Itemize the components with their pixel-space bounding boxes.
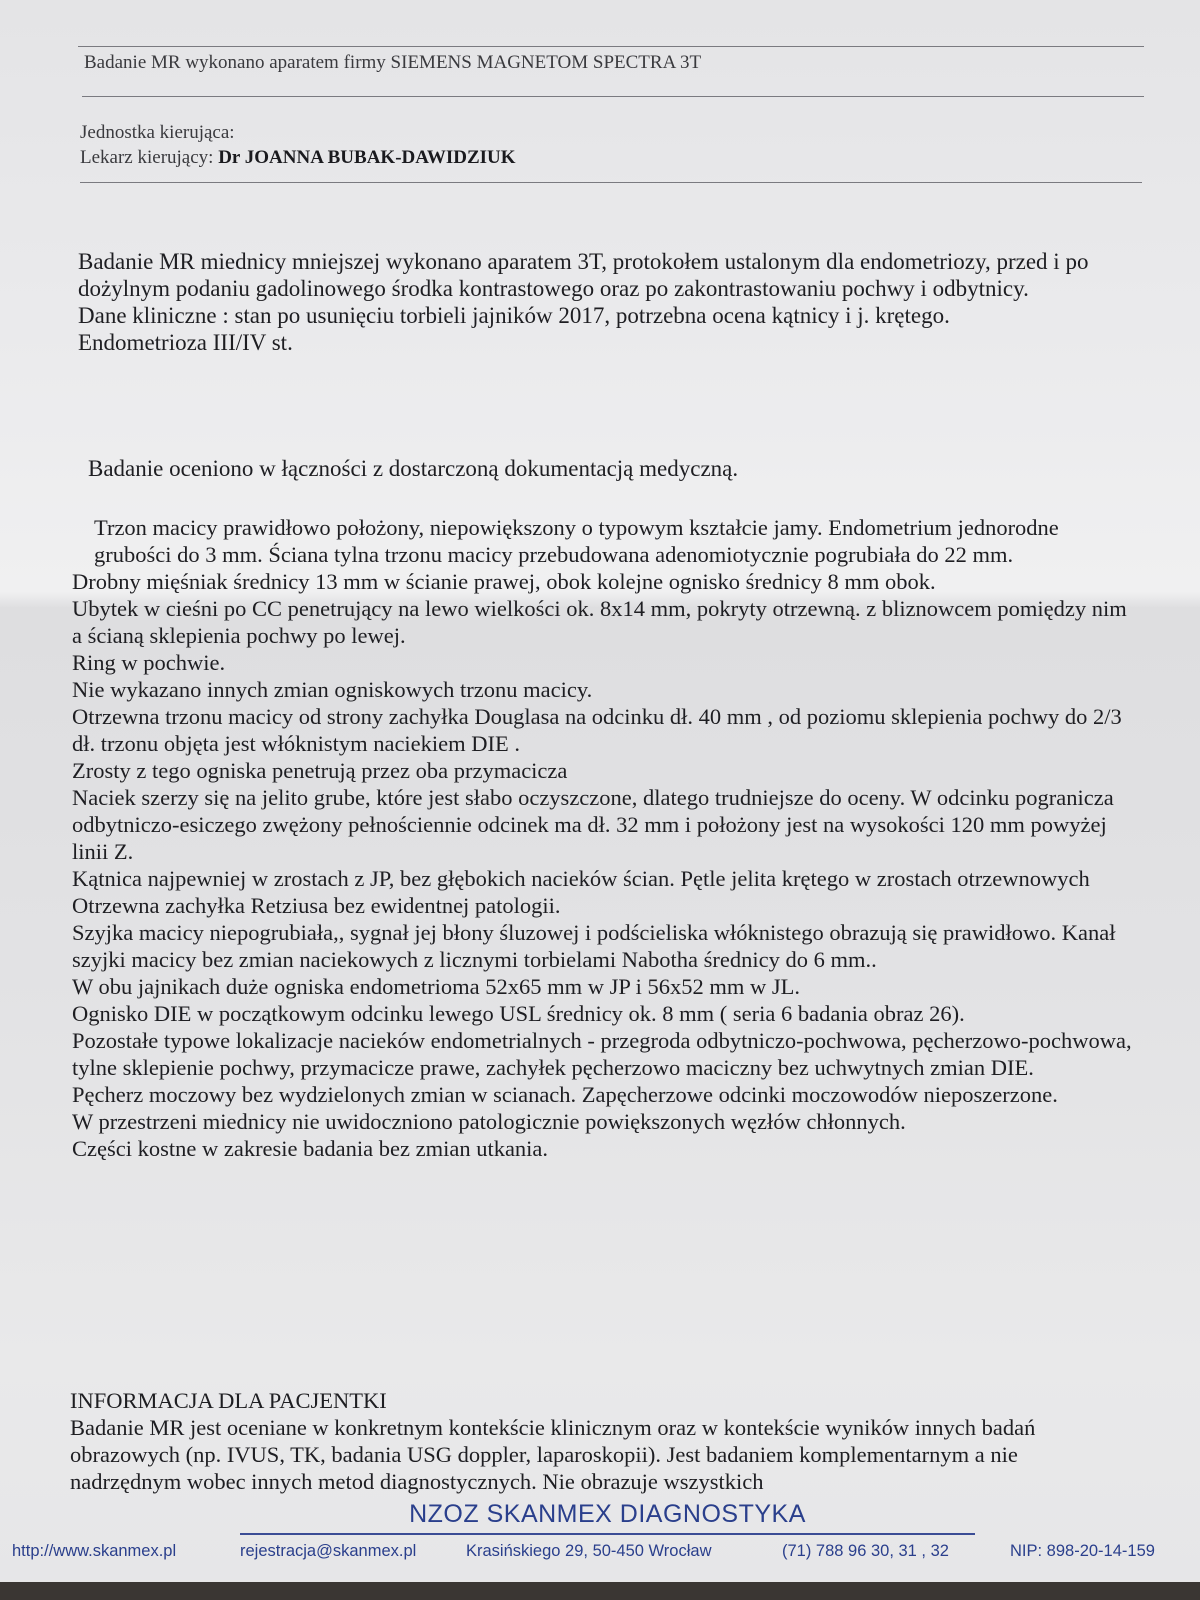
exam-intro [78, 248, 1128, 356]
finding-line: Szyjka macicy niepogrubiała,, sygnał jej błony śluzowej i podścieliska włóknistego obrazują się prawidłowo. Kanał szyjki macicy bez zmian naciekowych z licznymi torbielami Nabotha średnicy do 6 mm.. [72, 920, 1116, 972]
equipment-line: Badanie MR wykonano aparatem firmy SIEMENS MAGNETOM SPECTRA 3T [84, 52, 702, 73]
finding-line: Otrzewna trzonu macicy od strony zachyłka Douglasa na odcinku dł. 40 mm , od poziomu sklepienia pochwy do 2/3 dł. trzonu objęta jest włóknistym naciekiem DIE . [72, 704, 1122, 756]
finding-line: Zrosty z tego ogniska penetrują przez oba przymacicza [72, 758, 568, 783]
footer-rule [240, 1533, 975, 1535]
footer-nip: NIP: 898-20-14-159 [1010, 1542, 1155, 1560]
finding-line: Pęcherz moczowy bez wydzielonych zmian w scianach. Zapęcherzowe odcinki moczowodów nieposzerzone. [72, 1082, 1058, 1107]
referring-unit-label: Jednostka kierująca: [80, 122, 235, 143]
finding-line: Ubytek w cieśni po CC penetrujący na lewo wielkości ok. 8x14 mm, pokryty otrzewną. z bliznowcem pomiędzy nim a ścianą sklepienia pochwy po lewej. [72, 596, 1127, 648]
equipment-rule [82, 96, 1144, 97]
footer-website[interactable]: http://www.skanmex.pl [12, 1542, 177, 1560]
finding-line: Drobny mięśniak średnicy 13 mm w ścianie prawej, obok kolejne ognisko średnicy 8 mm obok. [72, 569, 936, 594]
finding-line: Części kostne w zakresie badania bez zmian utkania. [72, 1136, 549, 1161]
referring-doctor-label: Lekarz kierujący: [80, 147, 214, 168]
referring-doctor-line [80, 147, 516, 169]
clinical-data: Dane kliniczne : stan po usunięciu torbieli jajników 2017, potrzebna ocena kątnicy i j. krętego. [78, 303, 950, 328]
doctor-rule [80, 182, 1142, 183]
footer-address: Krasińskiego 29, 50-450 Wrocław [466, 1542, 712, 1560]
referring-doctor-name: Dr JOANNA BUBAK-DAWIDZIUK [218, 147, 516, 168]
finding-line: W przestrzeni miednicy nie uwidoczniono patologicznie powiększonych węzłów chłonnych. [72, 1109, 906, 1134]
evaluation-note: Badanie oceniono w łączności z dostarczoną dokumentacją medyczną. [88, 456, 739, 481]
finding-line: Trzon macicy prawidłowo położony, niepowiększony o typowym kształcie jamy. Endometrium jednorodne grubości do 3 mm. Ściana tylna trzonu macicy przebudowana adenomiotycznie pogrubiała do 22 mm. [94, 515, 1059, 567]
finding-line: Naciek szerzy się na jelito grube, które jest słabo oczyszczone, dlatego trudniejsze do oceny. W odcinku pogranicza odbytniczo-esiczego zwężony pełnościennie odcinek ma dł. 32 mm i położony jest na wysokości 120 mm powyżej linii Z. [72, 785, 1114, 864]
footer-phone: (71) 788 96 30, 31 , 32 [782, 1542, 949, 1560]
clinic-brand: NZOZ SKANMEX DIAGNOSTYKA [409, 1500, 806, 1528]
finding-line: Otrzewna zachyłka Retziusa bez ewidentnej patologii. [72, 893, 561, 918]
finding-line: Pozostałe typowe lokalizacje nacieków endometrialnych - przegroda odbytniczo-pochwowa, pęcherzowo-pochwowa, tylne sklepienie pochwy, przymacicze prawe, zachyłek pęcherzowo maciczny bez uchwytnych zmian DIE. [72, 1028, 1132, 1080]
table-edge [0, 1582, 1200, 1600]
finding-line: W obu jajnikach duże ogniska endometrioma 52x65 mm w JP i 56x52 mm w JL. [72, 974, 801, 999]
finding-line: Nie wykazano innych zmian ogniskowych trzonu macicy. [72, 677, 593, 702]
footer-email[interactable]: rejestracja@skanmex.pl [240, 1542, 417, 1560]
finding-line: Ognisko DIE w początkowym odcinku lewego USL średnicy ok. 8 mm ( seria 6 badania obraz 26). [72, 1001, 965, 1026]
patient-info-text: Badanie MR jest oceniane w konkretnym kontekście klinicznym oraz w kontekście wyników innych badań obrazowych (np. IVUS, TK, badania USG doppler, laparoskopii). Jest badaniem komplementarnym a nie nadrzędnym wobec innych metod diagnostycznych. Nie obrazuje wszystkich [70, 1415, 1036, 1494]
finding-line: Ring w pochwie. [72, 650, 226, 675]
intro-paragraph: Badanie MR miednicy mniejszej wykonano aparatem 3T, protokołem ustalonym dla endometriozy, przed i po dożylnym podaniu gadolinowego środka kontrastowego oraz po zakontrastowaniu pochwy i odbytnicy. [78, 249, 1089, 301]
findings-section [72, 514, 1134, 1162]
top-rule [78, 46, 1144, 47]
patient-info-title: INFORMACJA DLA PACJENTKI [70, 1388, 387, 1413]
endometriosis-stage: Endometrioza III/IV st. [78, 330, 293, 355]
finding-line: Kątnica najpewniej w zrostach z JP, bez głębokich nacieków ścian. Pętle jelita krętego w zrostach otrzewnowych [72, 866, 1090, 891]
